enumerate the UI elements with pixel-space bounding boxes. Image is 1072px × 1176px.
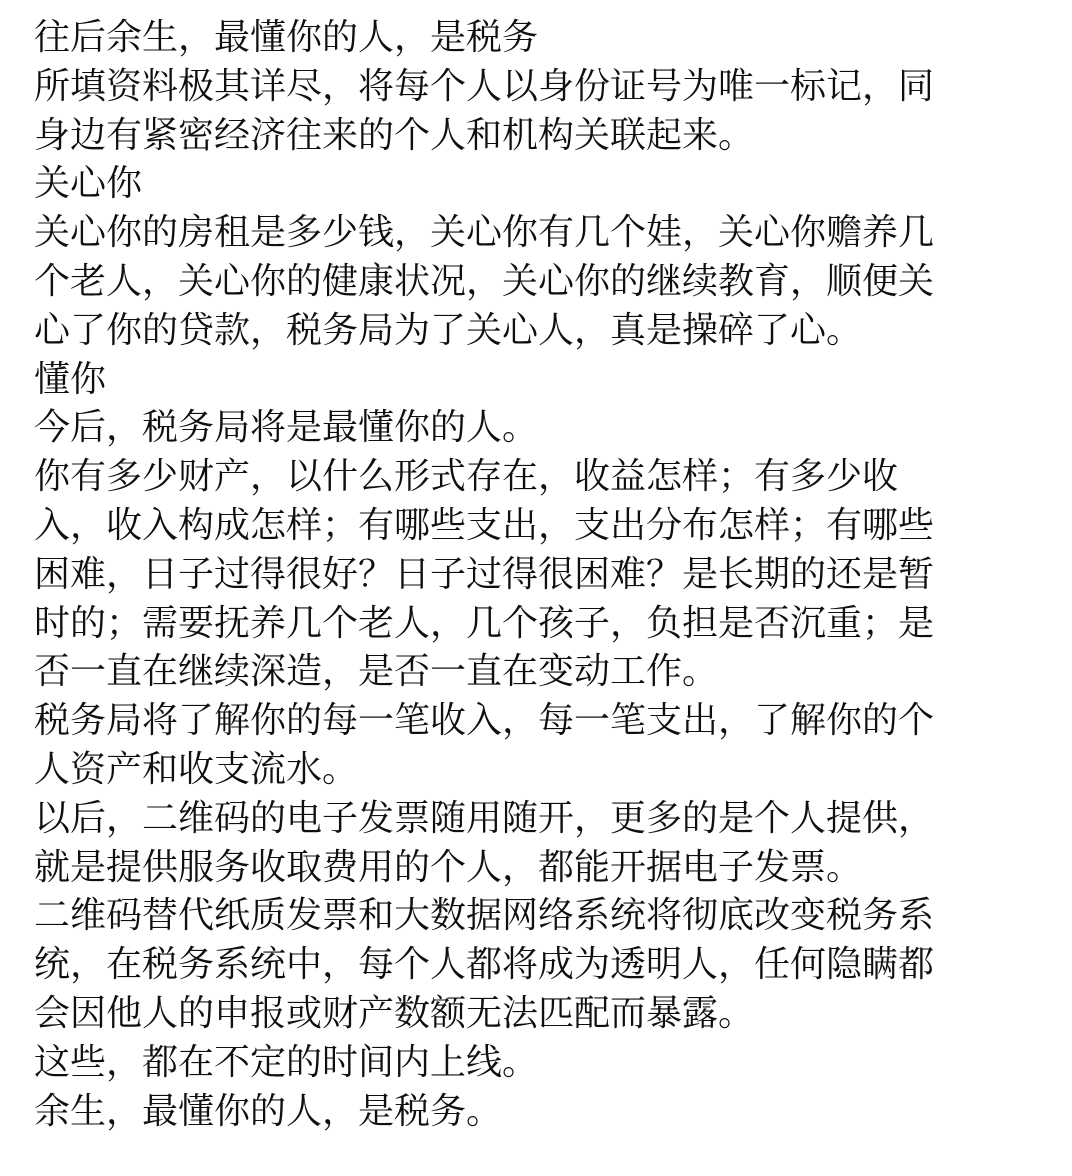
text-line: 会因他人的申报或财产数额无法匹配而暴露。 [34, 992, 755, 1034]
text-line: 往后余生，最懂你的人，是税务 [34, 17, 539, 58]
text-line: 这些，都在不定的时间内上线。 [34, 1041, 539, 1083]
text-line: 关心你的房租是多少钱，关心你有几个娃，关心你赡养几 [34, 212, 935, 254]
text-line: 所填资料极其详尽，将每个人以身份证号为唯一标记，同 [34, 65, 935, 107]
text-line: 你有多少财产，以什么形式存在，收益怎样；有多少收 [34, 456, 899, 498]
text-line: 关心你 [34, 163, 143, 205]
text-line: 二维码替代纸质发票和大数据网络系统将彻底改变税务系 [34, 895, 935, 937]
text-line: 余生，最懂你的人，是税务。 [34, 1090, 503, 1132]
text-line: 入，收入构成怎样；有哪些支出，支出分布怎样；有哪些 [34, 504, 935, 546]
text-line: 懂你 [34, 358, 107, 400]
text-line: 就是提供服务收取费用的个人，都能开据电子发票。 [34, 846, 863, 888]
text-line: 人资产和收支流水。 [34, 748, 359, 790]
text-line: 身边有紧密经济往来的个人和机构关联起来。 [34, 114, 755, 156]
text-line: 统，在税务系统中，每个人都将成为透明人，任何隐瞒都 [34, 944, 935, 986]
text-line: 困难，日子过得很好？日子过得很困难？是长期的还是暂 [34, 553, 935, 595]
document-body [34, 14, 1044, 1136]
text-line: 税务局将了解你的每一笔收入，每一笔支出，了解你的个 [34, 700, 935, 742]
text-line: 心了你的贷款，税务局为了关心人，真是操碎了心。 [34, 309, 863, 351]
text-line: 以后，二维码的电子发票随用随开，更多的是个人提供， [34, 797, 935, 839]
text-line: 否一直在继续深造，是否一直在变动工作。 [34, 651, 719, 693]
text-line: 时的；需要抚养几个老人，几个孩子，负担是否沉重；是 [34, 602, 935, 644]
text-line: 个老人，关心你的健康状况，关心你的继续教育，顺便关 [34, 260, 935, 302]
text-line: 今后，税务局将是最懂你的人。 [34, 407, 539, 449]
